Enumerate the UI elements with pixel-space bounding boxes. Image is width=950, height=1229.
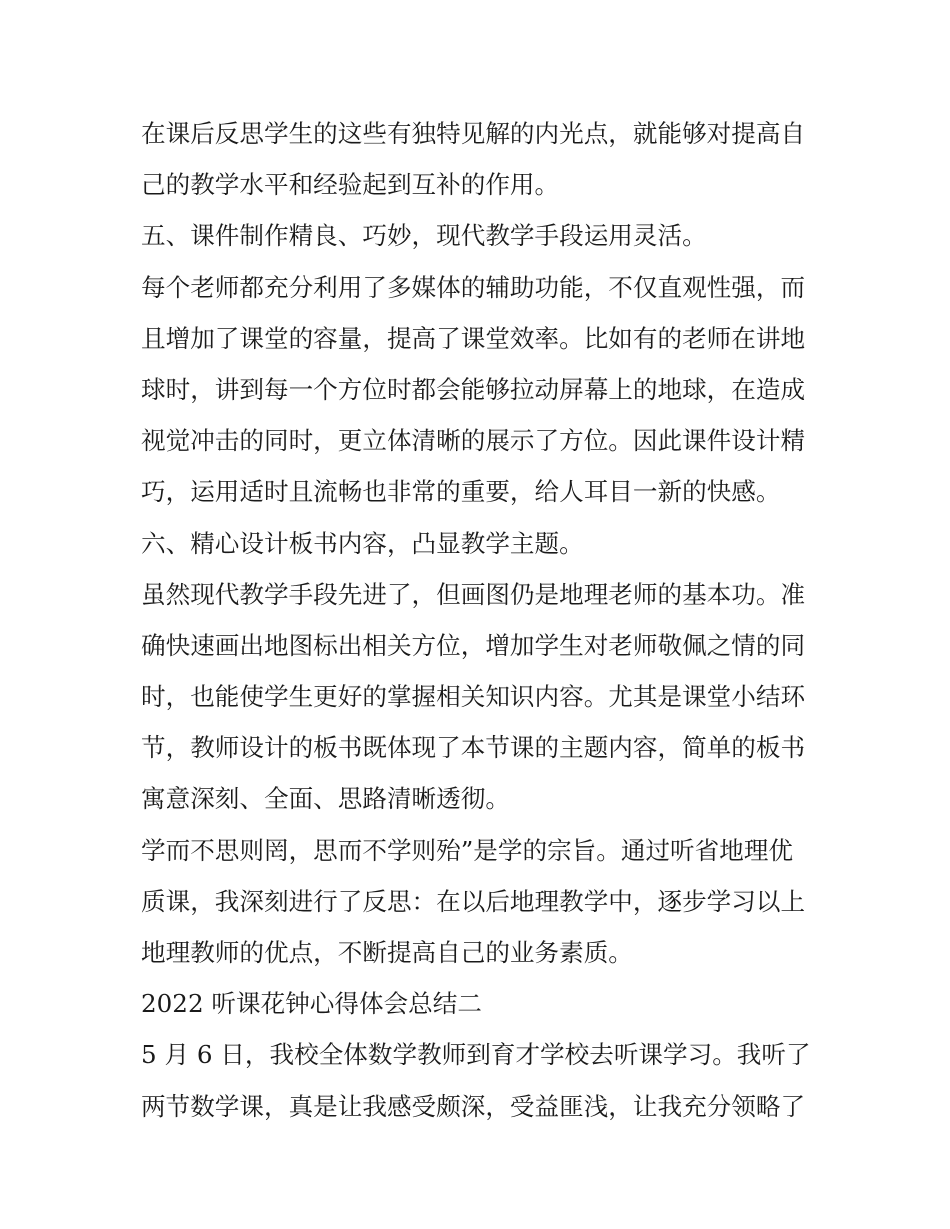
text-line: 每个老师都充分利用了多媒体的辅助功能，不仅直观性强，而 — [141, 272, 806, 302]
document-body — [141, 108, 813, 1132]
section-heading: 五、课件制作精良、巧妙，现代教学手段运用灵活。 — [141, 221, 707, 251]
text-line: 确快速画出地图标出相关方位，增加学生对老师敬佩之情的同 — [141, 630, 806, 660]
text-line: 己的教学水平和经验起到互补的作用。 — [141, 170, 560, 200]
text-line: 巧，运用适时且流畅也非常的重要，给人耳目一新的快感。 — [141, 477, 781, 507]
text-line: 地理教师的优点，不断提高自己的业务素质。 — [141, 938, 633, 967]
text-line: 视觉冲击的同时，更立体清晰的展示了方位。因此课件设计精 — [141, 426, 806, 456]
text-line: 5 月 6 日，我校全体数学教师到育才学校去听课学习。我听了 — [141, 1040, 811, 1070]
text-line: 球时，讲到每一个方位时都会能够拉动屏幕上的地球，在造成 — [141, 374, 806, 404]
text-line: 寓意深刻、全面、思路清晰透彻。 — [141, 784, 510, 814]
text-line: 节，教师设计的板书既体现了本节课的主题内容，简单的板书 — [141, 733, 806, 763]
text-line: 且增加了课堂的容量，提高了课堂效率。比如有的老师在讲地 — [141, 323, 806, 353]
text-line: 时，也能使学生更好的掌握相关知识内容。尤其是课堂小结环 — [141, 682, 806, 712]
text-line: 在课后反思学生的这些有独特见解的内光点，就能够对提高自 — [141, 119, 806, 148]
article-title: 2022 听课花钟心得体会总结二 — [141, 989, 482, 1019]
text-line: 质课，我深刻进行了反思：在以后地理教学中，逐步学习以上 — [141, 886, 806, 916]
section-heading: 六、精心设计板书内容，凸显教学主题。 — [141, 528, 584, 558]
text-line: 学而不思则罔，思而不学则殆”是学的宗旨。通过听省地理优 — [141, 835, 794, 865]
text-line: 虽然现代教学手段先进了，但画图仍是地理老师的基本功。准 — [141, 579, 806, 609]
text-line: 两节数学课，真是让我感受颇深，受益匪浅，让我充分领略了 — [141, 1091, 806, 1121]
